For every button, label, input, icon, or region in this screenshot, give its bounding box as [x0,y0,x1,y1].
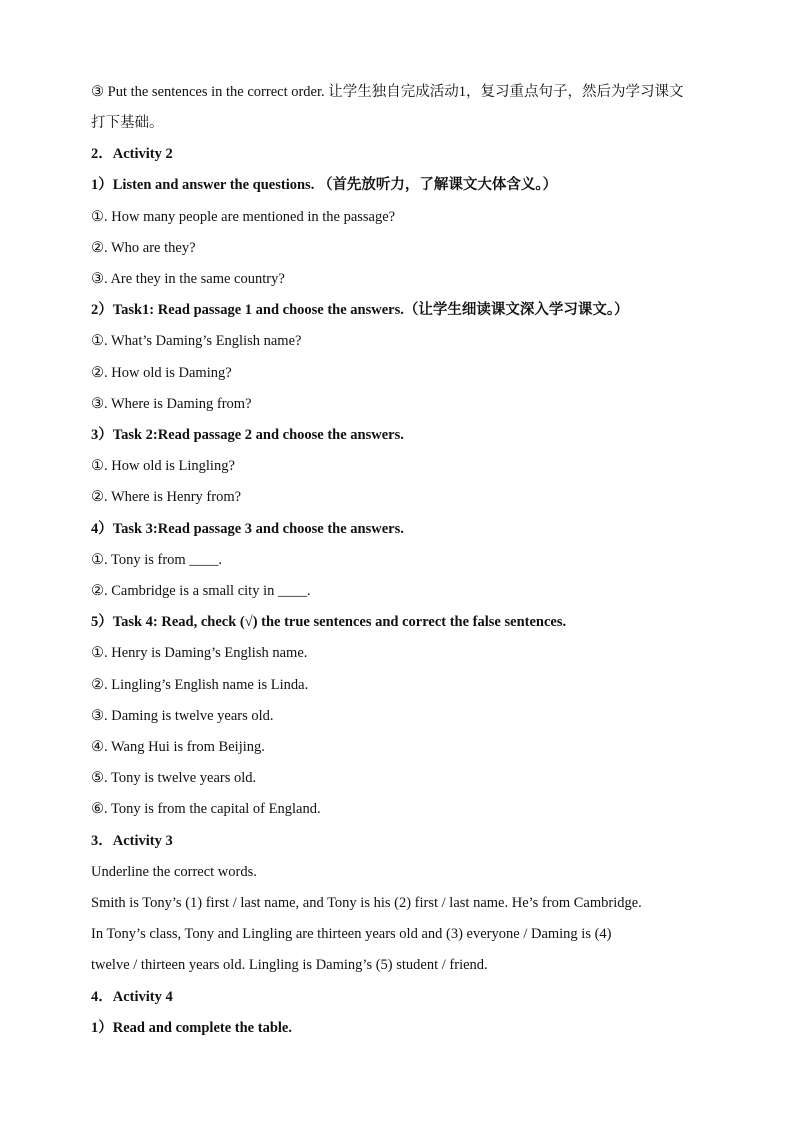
list-item: ①. What’s Daming’s English name? [91,333,302,349]
instruction-order-sentences: ③ Put the sentences in the correct order. 让学生独自完成活动1，复习重点句子，然后为学习课文 [91,84,684,100]
paragraph-line: In Tony’s class, Tony and Lingling are thirteen years old and (3) everyone / Daming is (4) [91,926,612,942]
list-item: ②. Where is Henry from? [91,489,242,505]
task2-heading: 3）Task 2:Read passage 2 and choose the answers. [91,427,404,443]
instruction-continuation: 打下基础。 [91,115,164,131]
paragraph-line: twelve / thirteen years old. Lingling is Daming’s (5) student / friend. [91,957,488,973]
list-item: ②. Lingling’s English name is Linda. [91,677,309,693]
list-item: ②. Who are they? [91,240,196,256]
list-item: ③. Daming is twelve years old. [91,708,274,724]
list-item: ②. Cambridge is a small city in ____. [91,583,311,599]
list-item: ①. Henry is Daming’s English name. [91,645,308,661]
heading-activity-3: 3．Activity 3 [91,833,173,849]
task4-heading: 5）Task 4: Read, check (√) the true sentences and correct the false sentences. [91,614,567,630]
task-listen-heading: 1）Listen and answer the questions. （首先放听力，了解课文大体含义。） [91,177,558,193]
list-item: ①. Tony is from ____. [91,552,222,568]
list-item: ①. How old is Lingling? [91,458,235,474]
task1-heading: 2）Task1: Read passage 1 and choose the answers.（让学生细读课文深入学习课文。） [91,302,629,318]
heading-activity-4: 4．Activity 4 [91,989,173,1005]
list-item: ④. Wang Hui is from Beijing. [91,739,265,755]
list-item: ③. Where is Daming from? [91,396,252,412]
activity3-instruction: Underline the correct words. [91,864,257,880]
paragraph-line: Smith is Tony’s (1) first / last name, and Tony is his (2) first / last name. He’s from Cambridge. [91,895,642,911]
list-item: ⑥. Tony is from the capital of England. [91,801,321,817]
heading-activity-2: 2．Activity 2 [91,146,173,162]
list-item: ③. Are they in the same country? [91,271,285,287]
task3-heading: 4）Task 3:Read passage 3 and choose the answers. [91,521,404,537]
activity4-task-heading: 1）Read and complete the table. [91,1020,292,1036]
list-item: ②. How old is Daming? [91,365,232,381]
list-item: ①. How many people are mentioned in the passage? [91,209,396,225]
list-item: ⑤. Tony is twelve years old. [91,770,257,786]
